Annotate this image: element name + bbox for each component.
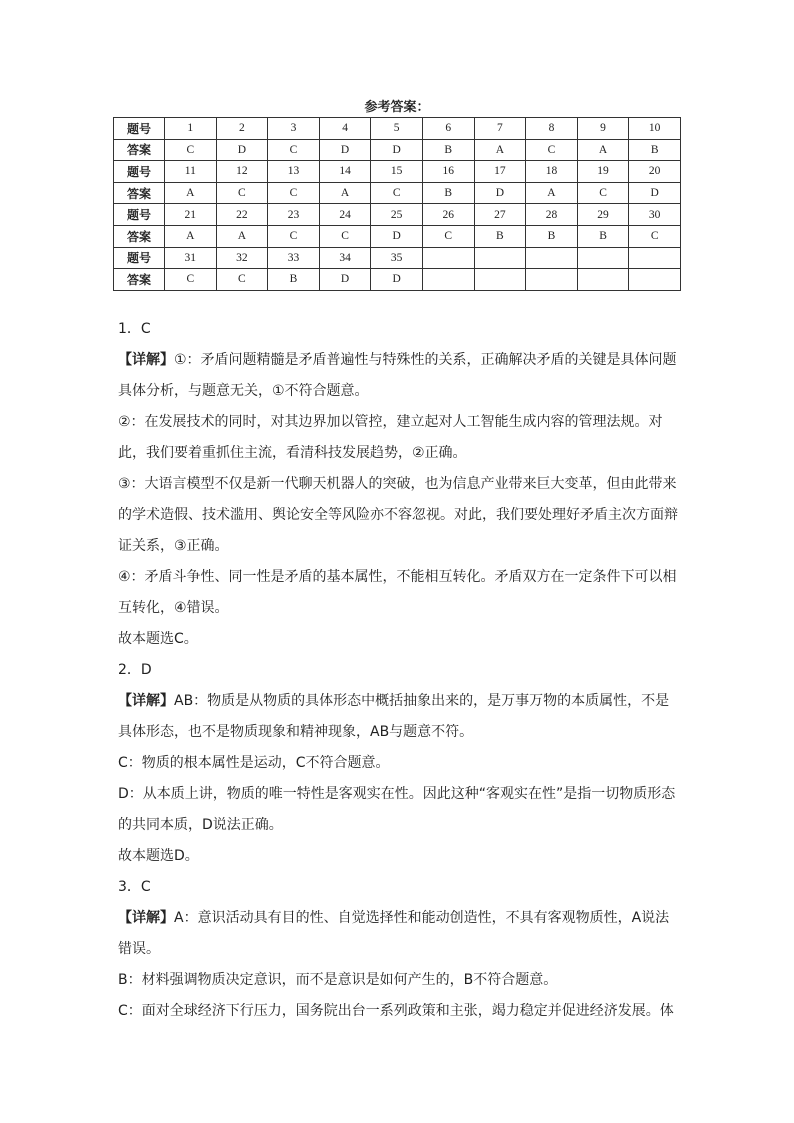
table-cell: C [422,225,474,247]
table-cell: 8 [526,118,578,140]
paragraph-text: 故本题选D。 [118,848,199,864]
table-cell: 4 [319,118,371,140]
table-cell: 33 [268,247,320,269]
table-row [114,139,681,161]
table-cell: 10 [629,118,681,140]
table-cell: 2 [216,118,268,140]
paragraph-text: ④：矛盾斗争性、同一性是矛盾的基本属性，不能相互转化。矛盾双方在一定条件下可以相互转化，④错误。 [118,569,677,616]
table-cell: C [629,225,681,247]
table-cell: 25 [371,204,423,226]
table-cell: 35 [371,247,423,269]
table-cell: D [216,139,268,161]
table-cell: A [216,225,268,247]
table-cell: D [319,269,371,291]
table-cell: 34 [319,247,371,269]
question-header: 2．D [118,662,152,678]
paragraph-text: C：面对全球经济下行压力，国务院出台一系列政策和主张，竭力稳定并促进经济发展。体 [118,1003,674,1019]
paragraph-text: B：材料强调物质决定意识，而不是意识是如何产生的，B不符合题意。 [118,972,558,988]
explanation-paragraph [118,345,683,407]
explanation-paragraph [118,779,683,841]
table-cell: 11 [165,161,217,183]
table-cell: 13 [268,161,320,183]
table-cell: A [165,182,217,204]
table-cell: B [422,139,474,161]
table-cell: B [268,269,320,291]
table-cell: C [216,269,268,291]
table-row [114,161,681,183]
table-cell: 24 [319,204,371,226]
paragraph-text: C：物质的根本属性是运动，C不符合题意。 [118,755,390,771]
table-cell: 20 [629,161,681,183]
table-cell: D [371,139,423,161]
table-cell: 15 [371,161,423,183]
table-cell: B [422,182,474,204]
table-cell: D [319,139,371,161]
table-cell [474,269,526,291]
table-row [114,204,681,226]
table-cell: 28 [526,204,578,226]
table-cell [422,269,474,291]
table-cell: 29 [577,204,629,226]
table-cell: C [577,182,629,204]
explanation-paragraph [118,996,683,1027]
explanations [118,314,683,1027]
explanation-paragraph [118,562,683,624]
row-label: 题号 [114,161,165,183]
table-cell: A [577,139,629,161]
table-cell: 22 [216,204,268,226]
table-cell: B [577,225,629,247]
answer-table [113,117,681,291]
answer-key-title: 参考答案： [364,100,430,115]
table-cell: 3 [268,118,320,140]
detail-tag: 【详解】 [118,352,174,368]
table-cell: 23 [268,204,320,226]
table-cell: 1 [165,118,217,140]
detail-tag: 【详解】 [118,910,174,926]
paragraph-text: ③：大语言模型不仅是新一代聊天机器人的突破，也为信息产业带来巨大变革，但由此带来的学术造假、技术滥用、舆论安全等风险亦不容忽视。对此，我们要处理好矛盾主次方面辩证关系，③正确。 [118,476,678,554]
table-cell: B [526,225,578,247]
table-cell: D [371,269,423,291]
table-cell: 16 [422,161,474,183]
table-cell: 6 [422,118,474,140]
table-cell [577,269,629,291]
table-cell: 27 [474,204,526,226]
explanation-paragraph [118,903,683,965]
table-cell: A [165,225,217,247]
table-cell: A [474,139,526,161]
question-header: 1．C [118,321,151,337]
row-label: 题号 [114,118,165,140]
table-cell: C [371,182,423,204]
table-cell: 12 [216,161,268,183]
table-cell: 26 [422,204,474,226]
table-cell [474,247,526,269]
table-cell: C [268,182,320,204]
paragraph-text: AB：物质是从物质的具体形态中概括抽象出来的，是万事万物的本质属性，不是具体形态，也不是物质现象和精神现象，AB与题意不符。 [118,693,670,740]
row-label: 答案 [114,225,165,247]
table-cell [526,247,578,269]
table-cell: 14 [319,161,371,183]
table-cell: 21 [165,204,217,226]
explanation-paragraph [118,624,683,655]
explanation-paragraph [118,748,683,779]
table-cell: A [526,182,578,204]
table-cell: 17 [474,161,526,183]
table-row [114,118,681,140]
table-cell: 31 [165,247,217,269]
table-cell: A [319,182,371,204]
table-cell [629,269,681,291]
table-cell: C [216,182,268,204]
table-cell: C [165,269,217,291]
table-cell: 7 [474,118,526,140]
table-cell: C [268,225,320,247]
table-cell [629,247,681,269]
row-label: 答案 [114,182,165,204]
detail-tag: 【详解】 [118,693,174,709]
table-cell: 32 [216,247,268,269]
table-cell: C [526,139,578,161]
paragraph-text: ①：矛盾问题精髓是矛盾普遍性与特殊性的关系，正确解决矛盾的关键是具体问题具体分析，与题意无关，①不符合题意。 [118,352,677,399]
paragraph-text: ②：在发展技术的同时，对其边界加以管控，建立起对人工智能生成内容的管理法规。对此，我们要着重抓住主流，看清科技发展趋势，②正确。 [118,414,663,461]
row-label: 题号 [114,204,165,226]
table-cell: B [474,225,526,247]
table-cell: D [629,182,681,204]
table-cell: D [371,225,423,247]
table-cell: 30 [629,204,681,226]
table-cell: C [319,225,371,247]
paragraph-text: 故本题选C。 [118,631,198,647]
paragraph-text: D：从本质上讲，物质的唯一特性是客观实在性。因此这种“客观实在性”是指一切物质形态的共同本质，D说法正确。 [118,786,676,833]
explanation-paragraph [118,469,683,562]
table-cell [577,247,629,269]
explanation-paragraph [118,407,683,469]
table-cell: 9 [577,118,629,140]
table-row [114,225,681,247]
table-cell [526,269,578,291]
table-cell: 18 [526,161,578,183]
table-row [114,269,681,291]
table-cell: C [165,139,217,161]
table-cell: B [629,139,681,161]
row-label: 答案 [114,139,165,161]
paragraph-text: A：意识活动具有目的性、自觉选择性和能动创造性，不具有客观物质性，A说法错误。 [118,910,670,957]
explanation-paragraph [118,841,683,872]
question-header: 3．C [118,879,151,895]
table-cell: 5 [371,118,423,140]
explanation-paragraph [118,686,683,748]
table-cell [422,247,474,269]
table-cell: 19 [577,161,629,183]
table-row [114,247,681,269]
table-cell: D [474,182,526,204]
row-label: 题号 [114,247,165,269]
explanation-paragraph [118,965,683,996]
table-cell: C [268,139,320,161]
table-row [114,182,681,204]
row-label: 答案 [114,269,165,291]
